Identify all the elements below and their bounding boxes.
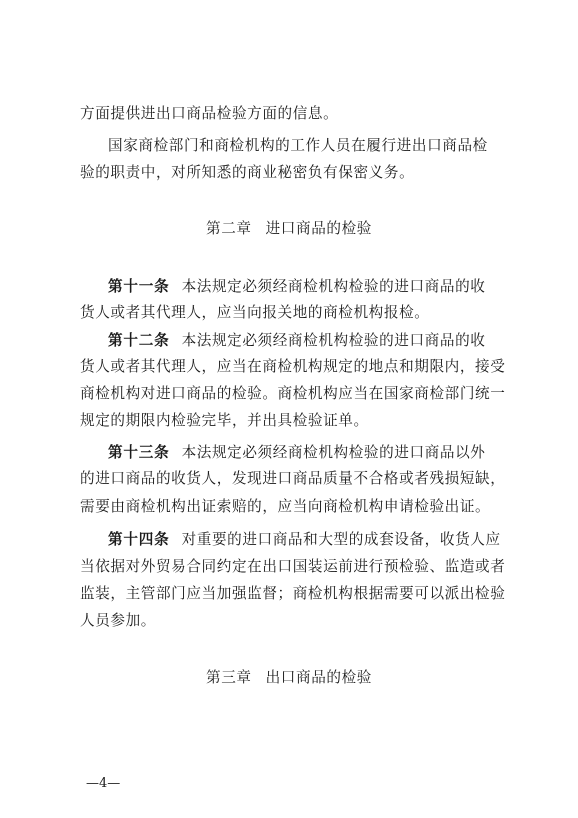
article-label: 第十三条 xyxy=(108,444,170,461)
paragraph-line: 验的职责中，对所知悉的商业秘密负有保密义务。 xyxy=(80,164,415,181)
article-label: 第十四条 xyxy=(108,531,170,548)
chapter-number: 第三章 xyxy=(206,669,252,686)
article-line: 货人或者其代理人，应当在商检机构规定的地点和期限内，接受 xyxy=(80,358,506,375)
article-text: 本法规定必须经商检机构检验的进口商品的收 xyxy=(181,332,486,349)
article-line: 货人或者其代理人，应当向报关地的商检机构报检。 xyxy=(80,304,430,321)
article-text: 本法规定必须经商检机构检验的进口商品以外 xyxy=(181,444,486,461)
article-line xyxy=(108,530,510,550)
article-line: 需要由商检机构出证索赔的，应当向商检机构申请检验出证。 xyxy=(80,498,491,515)
article-label: 第十二条 xyxy=(108,332,170,349)
chapter-number: 第二章 xyxy=(206,220,252,237)
article-line: 人员参加。 xyxy=(80,612,156,629)
chapter-heading xyxy=(0,219,578,239)
article-line xyxy=(108,277,510,297)
article-line xyxy=(108,331,510,351)
chapter-title: 进口商品的检验 xyxy=(265,220,372,237)
paragraph-line: 方面提供进出口商品检验方面的信息。 xyxy=(80,105,339,122)
article-line: 监装，主管部门应当加强监督；商检机构根据需要可以派出检验 xyxy=(80,585,506,602)
article-text: 对重要的进口商品和大型的成套设备，收货人应 xyxy=(181,531,501,548)
paragraph-line: 国家商检部门和商检机构的工作人员在履行进出口商品检 xyxy=(108,137,488,154)
article-line: 商检机构对进口商品的检验。商检机构应当在国家商检部门统一 xyxy=(80,385,506,402)
article-line: 的进口商品的收货人，发现进口商品质量不合格或者残损短缺， xyxy=(80,470,506,487)
article-line: 规定的期限内检验完毕，并出具检验证单。 xyxy=(80,412,369,429)
article-label: 第十一条 xyxy=(108,278,170,295)
page-number: —4— xyxy=(86,776,121,791)
chapter-title: 出口商品的检验 xyxy=(265,669,372,686)
chapter-heading xyxy=(0,668,578,688)
article-line xyxy=(108,443,510,463)
article-line: 当依据对外贸易合同约定在出口国装运前进行预检验、监造或者 xyxy=(80,558,506,575)
article-text: 本法规定必须经商检机构检验的进口商品的收 xyxy=(181,278,486,295)
